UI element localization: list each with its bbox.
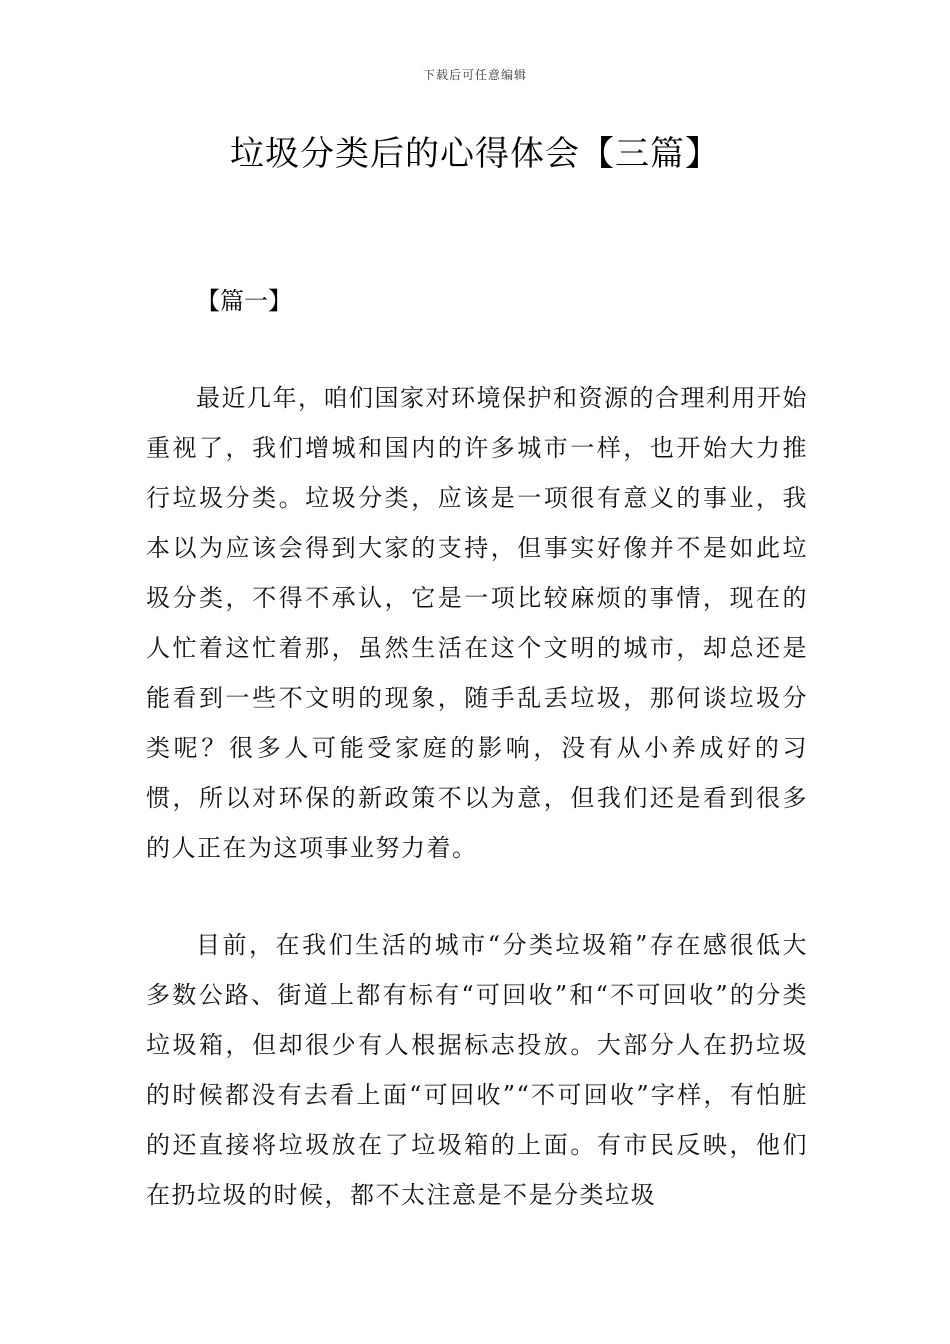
document-title: 垃圾分类后的心得体会【三篇】 (230, 134, 720, 174)
body-paragraph: 目前，在我们生活的城市“分类垃圾箱”存在感很低大多数公路、街道上都有标有“可回收”和“不可回收”的分类垃圾箱，但却很少有人根据标志投放。大部分人在扔垃圾的时候都没有去看上面“可回收”“不可回收”字样，有怕脏的还直接将垃圾放在了垃圾箱的上面。有市民反映，他们在扔垃圾的时候，都不太注意是不是分类垃圾 (146, 931, 808, 1209)
body-paragraph: 最近几年，咱们国家对环境保护和资源的合理利用开始重视了，我们增城和国内的许多城市一样，也开始大力推行垃圾分类。垃圾分类，应该是一项很有意义的事业，我本以为应该会得到大家的支持，但事实好像并不是如此垃圾分类，不得不承认，它是一项比较麻烦的事情，现在的人忙着这忙着那，虽然生活在这个文明的城市，却总还是能看到一些不文明的现象，随手乱丢垃圾，那何谈垃圾分类呢？很多人可能受家庭的影响，没有从小养成好的习惯，所以对环保的新政策不以为意，但我们还是看到很多的人正在为这项事业努力着。 (146, 384, 808, 862)
section-heading: 【篇一】 (196, 287, 292, 315)
header-note: 下载后可任意编辑 (422, 68, 527, 82)
